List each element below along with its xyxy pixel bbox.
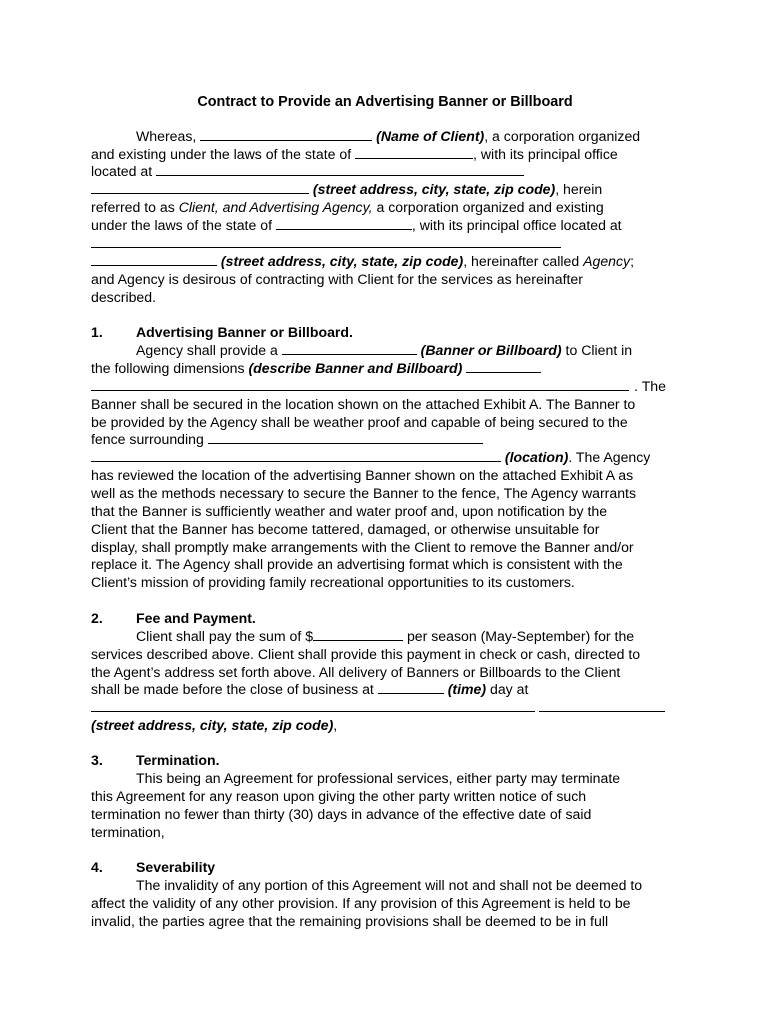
delivery-address-label: (street address, city, state, zip code) (91, 717, 334, 733)
intro-line: described. (91, 289, 157, 305)
section-line: Client that the Banner has become tattered, damaged, or otherwise unsuitable for (91, 521, 600, 537)
intro-line (91, 145, 691, 163)
section-heading: Termination. (136, 752, 220, 768)
agency-address-blank-2[interactable] (91, 252, 217, 266)
section-line (91, 359, 691, 377)
client-address-blank-1[interactable] (156, 162, 524, 176)
section-number: 1. (91, 324, 103, 340)
section-heading: Severability (136, 859, 216, 875)
intro-line: and Agency is desirous of contracting with Client for the services as hereinafter (91, 271, 583, 287)
section-text: Agency shall provide a (136, 342, 278, 358)
section-line (91, 680, 691, 698)
intro-text: Whereas, (136, 128, 197, 144)
section-line: services described above. Client shall provide this payment in check or cash, directed to (91, 646, 641, 662)
client-address-label: (street address, city, state, zip code) (312, 181, 556, 197)
section-line (136, 627, 736, 645)
intro-line (91, 252, 691, 270)
intro-text: and existing under the laws of the state of (91, 146, 352, 162)
section-line: Client’s mission of providing family recreational opportunities to its customers. (91, 574, 575, 590)
intro-text: , with its principal office (473, 146, 618, 162)
location-label: (location) (504, 449, 569, 465)
section-heading: Fee and Payment. (136, 610, 256, 626)
banner-type-blank[interactable] (282, 341, 417, 355)
section-line: termination no fewer than thirty (30) days in advance of the effective date of said (91, 806, 592, 822)
dimensions-label: (describe Banner and Billboard) (248, 360, 463, 376)
section-line (91, 377, 666, 395)
intro-text: , with its principal office located at (411, 217, 622, 233)
section-line: affect the validity of any other provision. If any provision of this Agreement is held to be (91, 895, 631, 911)
section-line (91, 716, 691, 734)
section-text: . The (634, 378, 666, 394)
agency-address-blank-1[interactable] (91, 234, 561, 248)
intro-line (91, 180, 691, 198)
client-state-blank[interactable] (355, 145, 473, 159)
client-name-blank[interactable] (200, 127, 372, 141)
delivery-time-blank[interactable] (378, 680, 444, 694)
section-line: termination, (91, 824, 165, 840)
section-line: has reviewed the location of the advertising Banner shown on the attached Exhibit A as (91, 467, 634, 483)
intro-text: located at (91, 163, 153, 179)
section-text: , (333, 717, 338, 733)
section-text: the following dimensions (91, 360, 245, 376)
intro-text: ; (630, 253, 635, 269)
section-line (91, 448, 691, 466)
section-text: . The Agency (568, 449, 651, 465)
section-number: 4. (91, 859, 103, 875)
agency-address-label: (street address, city, state, zip code) (220, 253, 464, 269)
section-line: The invalidity of any portion of this Agreement will not and shall not be deemed to (136, 877, 643, 893)
section-number: 3. (91, 752, 103, 768)
section-text: Client shall pay the sum of $ (136, 628, 314, 644)
dimensions-blank-2[interactable] (91, 377, 629, 391)
location-blank-2[interactable] (91, 448, 501, 462)
section-text: per season (May-September) for the (406, 628, 635, 644)
intro-text: , a corporation organized (484, 128, 641, 144)
section-line: well as the methods necessary to secure the Banner to the fence, The Agency warrants (91, 485, 637, 501)
section-heading: Advertising Banner or Billboard. (136, 324, 353, 340)
section-text: fence surrounding (91, 431, 204, 447)
intro-line (91, 216, 691, 234)
intro-text: under the laws of the state of (91, 217, 272, 233)
section-line: display, shall promptly make arrangements with the Client to remove the Banner and/or (91, 539, 634, 555)
section-line: This being an Agreement for professional services, either party may terminate (136, 770, 621, 786)
section-line (136, 341, 736, 359)
banner-type-label: (Banner or Billboard) (420, 342, 562, 358)
intro-text: referred to as (91, 199, 175, 215)
intro-text: , hereinafter called (463, 253, 580, 269)
section-line: be provided by the Agency shall be weather proof and capable of being secured to the (91, 414, 628, 430)
section-text: shall be made before the close of business at (91, 681, 374, 697)
section-number: 2. (91, 610, 103, 626)
section-line: that the Banner is sufficiently weather and water proof and, upon notification by the (91, 503, 608, 519)
section-line: Banner shall be secured in the location shown on the attached Exhibit A. The Banner to (91, 396, 636, 412)
section-line: the Agent’s address set forth above. All delivery of Banners or Billboards to the Client (91, 664, 621, 680)
intro-text: a corporation organized and existing (376, 199, 604, 215)
client-name-label: (Name of Client) (376, 128, 485, 144)
section-text: to Client in (565, 342, 633, 358)
section-line: invalid, the parties agree that the remaining provisions shall be deemed to be in full (91, 913, 609, 929)
party-names: Client, and Advertising Agency, (178, 199, 373, 215)
intro-text: , herein (555, 181, 603, 197)
intro-line (91, 198, 691, 216)
intro-line (136, 127, 736, 145)
delivery-time-label: (time) (447, 681, 487, 697)
section-line: replace it. The Agency shall provide an advertising format which is consistent with the (91, 556, 623, 572)
section-line (91, 698, 691, 716)
document-title: Contract to Provide an Advertising Banner or Billboard (197, 94, 573, 110)
section-text: day at (489, 681, 529, 697)
delivery-address-blank-1[interactable] (91, 698, 535, 712)
section-line (91, 430, 691, 448)
fee-amount-blank[interactable] (313, 627, 403, 641)
intro-line (91, 162, 691, 180)
delivery-address-blank-2[interactable] (539, 698, 665, 712)
location-blank-1[interactable] (208, 430, 483, 444)
client-address-blank-2[interactable] (91, 180, 309, 194)
dimensions-blank-1[interactable] (466, 359, 541, 373)
agency-state-blank[interactable] (276, 216, 412, 230)
intro-line (91, 234, 691, 252)
section-line: this Agreement for any reason upon giving the other party written notice of such (91, 788, 587, 804)
agency-term: Agency (583, 253, 631, 269)
